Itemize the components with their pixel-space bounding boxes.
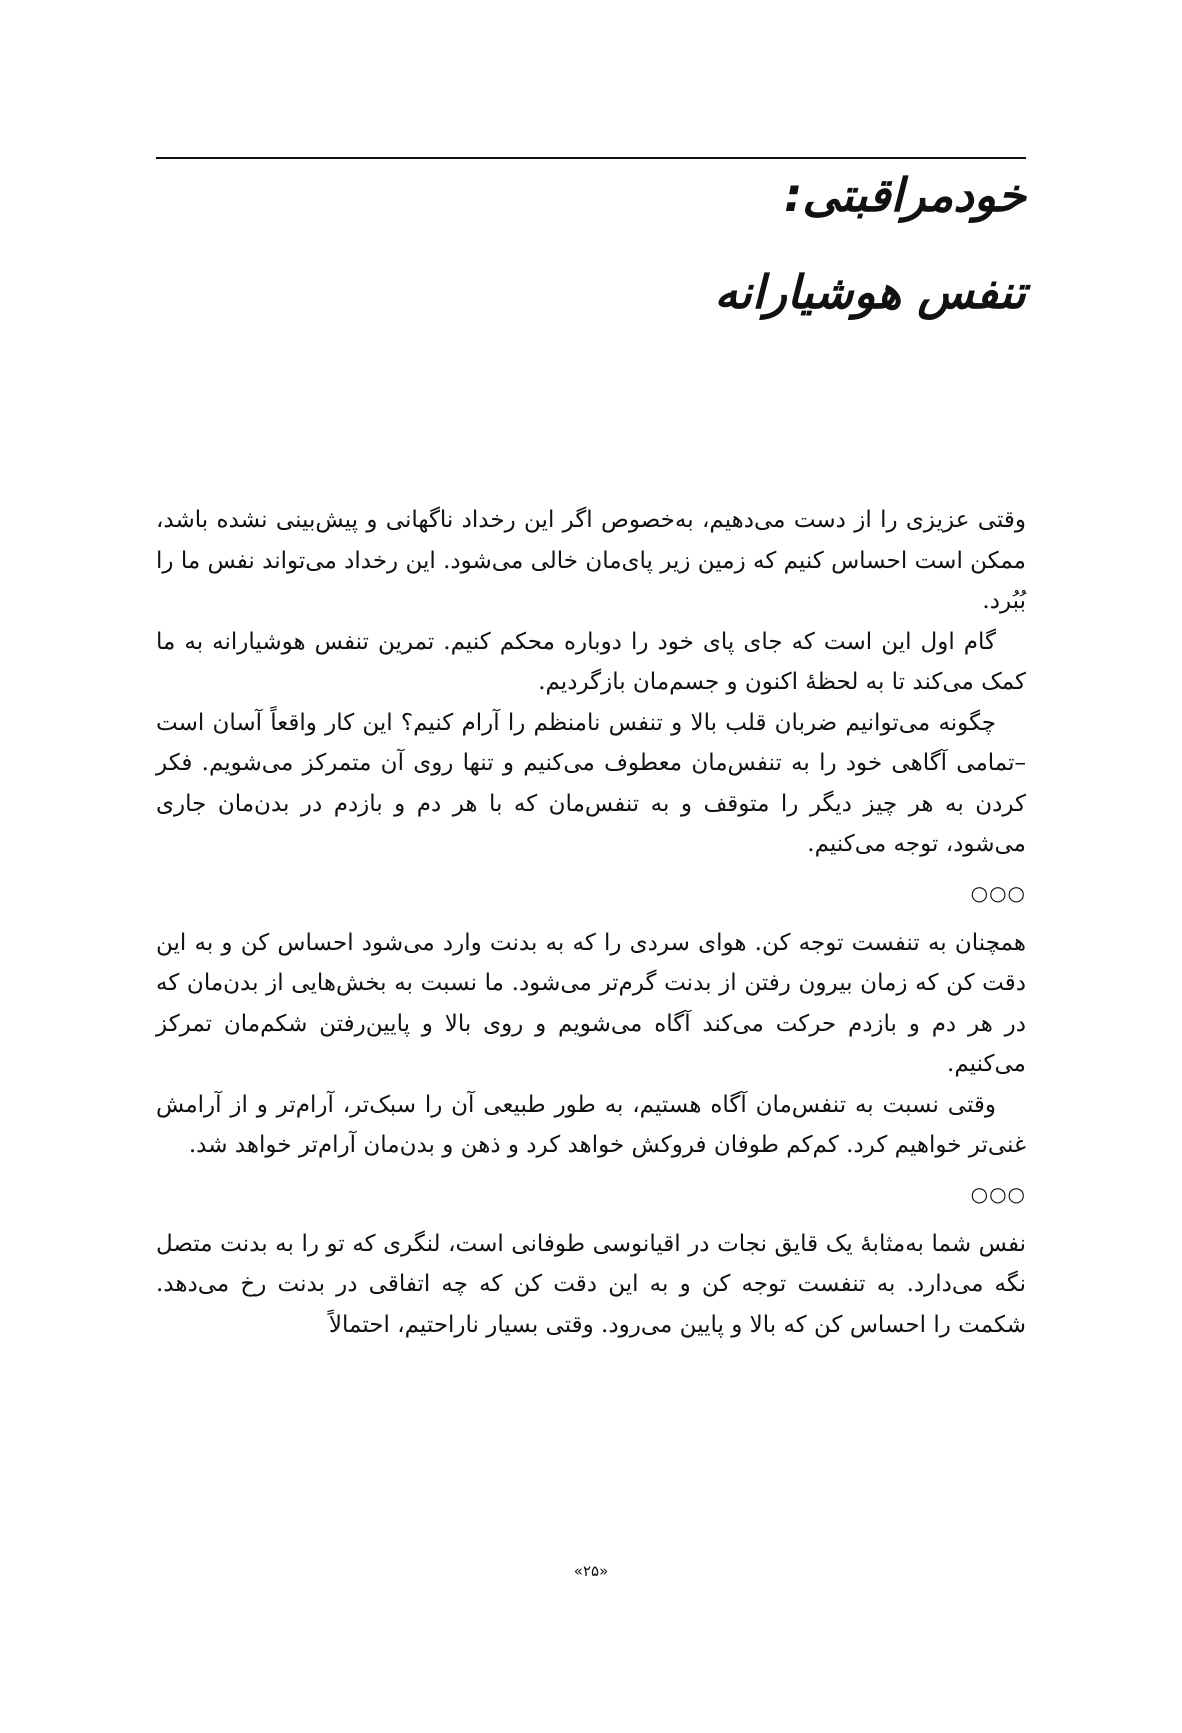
- page-number: «۲۵»: [573, 1562, 609, 1580]
- paragraph-5: وقتی نسبت به تنفس‌مان آگاه هستیم، به طور طبیعی آن را سبک‌تر، آرام‌تر و از آرامش غنی‌تر خواهیم کرد. کم‌کم طوفان فروکش خواهد کرد و ذهن و بدن‌مان آرام‌تر خواهد شد.: [156, 1091, 1026, 1158]
- paragraph-4: همچنان به تنفست توجه کن. هوای سردی را که به بدنت وارد می‌شود احساس کن و به این دقت کن که زمان بیرون رفتن از بدنت گرم‌تر می‌شود. ما نسبت به بخش‌هایی از بدن‌مان که در هر دم و بازدم حرکت می‌کند آگاه می‌شویم و روی بالا و پایین‌رفتن شکم‌مان تمرکز می‌کنیم.: [156, 929, 1026, 1077]
- paragraph-2: گام اول این است که جای پای خود را دوباره محکم کنیم. تمرین تنفس هوشیارانه به ما کمک می‌کند تا به لحظهٔ اکنون و جسم‌مان بازگردیم.: [156, 628, 1026, 695]
- paragraph-3: چگونه می‌توانیم ضربان قلب بالا و تنفس نامنظم را آرام کنیم؟ این کار واقعاً آسان است –تمامی آگاهی خود را به تنفس‌مان معطوف می‌کنیم و تنها روی آن متمرکز می‌شویم. فکر کردن به هر چیز دیگر را متوقف و به تنفس‌مان که با هر دم و بازدم در بدن‌مان جاری می‌شود، توجه می‌کنیم.: [156, 709, 1026, 857]
- body-text: [156, 500, 1026, 1345]
- section-separator-1: ○○○: [970, 880, 1026, 905]
- paragraph-1: وقتی عزیزی را از دست می‌دهیم، به‌خصوص اگر این رخداد ناگهانی و پیش‌بینی نشده باشد، ممکن است احساس کنیم که زمین زیر پای‌مان خالی می‌شود. این رخداد می‌تواند نفس ما را بُبُرد.: [156, 507, 1026, 614]
- top-horizontal-rule: [156, 157, 1026, 159]
- chapter-title-line-2: تنفس هوشیارانه: [714, 265, 1026, 319]
- chapter-title-line-1: خودمراقبتی:: [784, 168, 1026, 222]
- section-separator-2: ○○○: [970, 1181, 1026, 1206]
- paragraph-6: نفس شما به‌مثابهٔ یک قایق نجات در اقیانوسی طوفانی است، لنگری که تو را به بدنت متصل نگه می‌دارد. به تنفست توجه کن و به این دقت کن که چه اتفاقی در بدنت رخ می‌دهد. شکمت را احساس کن که بالا و پایین می‌رود. وقتی بسیار ناراحتیم، احتمالاً: [156, 1230, 1026, 1338]
